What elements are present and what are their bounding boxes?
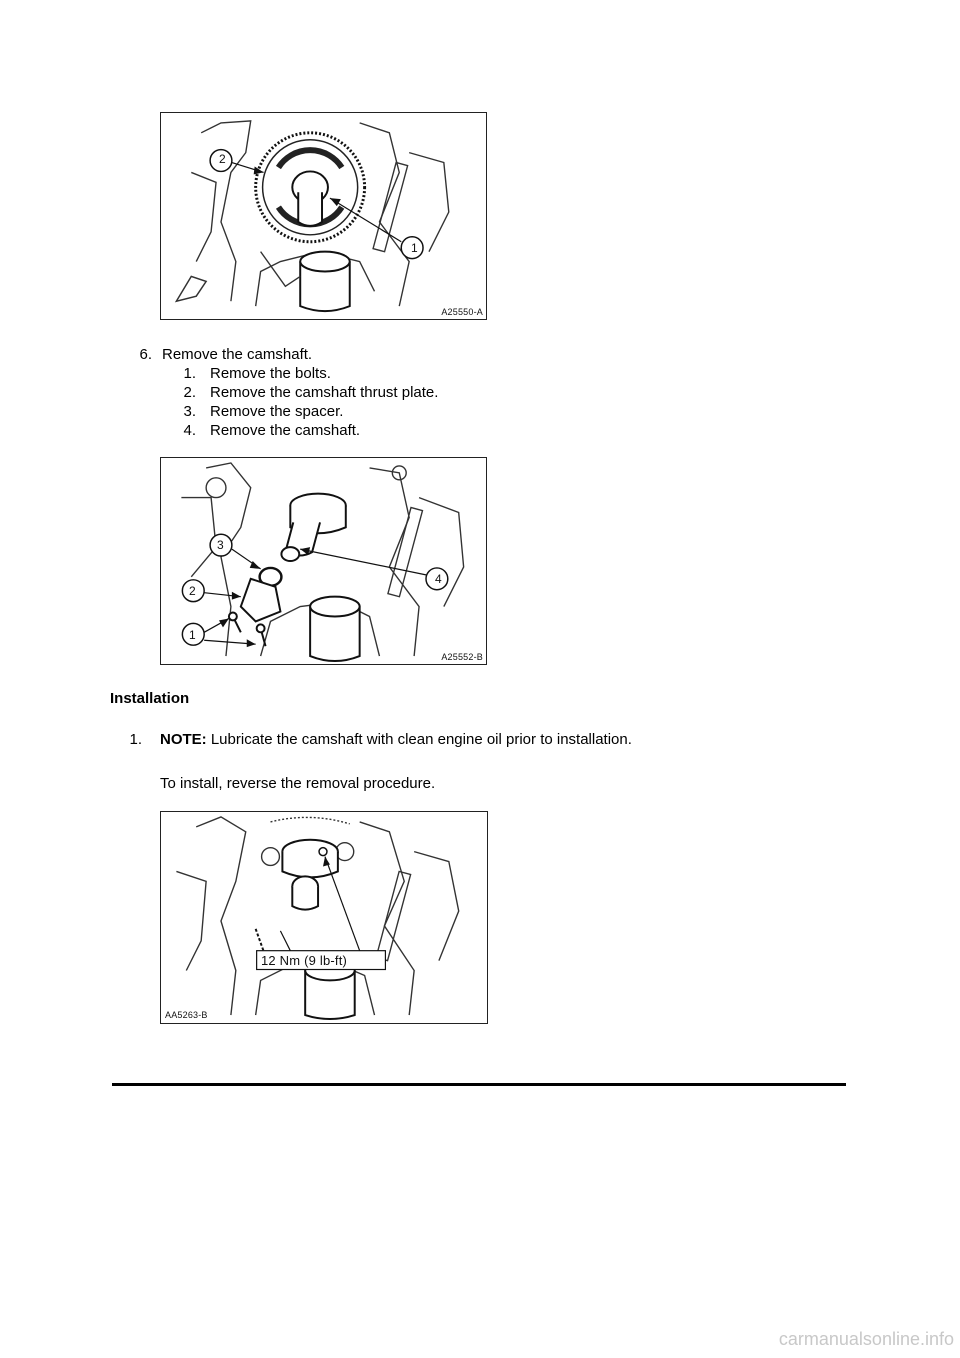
callout-1: 1 (411, 241, 418, 255)
note-label: NOTE: (160, 731, 207, 748)
camshaft-removal-illustration (161, 458, 486, 664)
step-text: To install, reverse the removal procedure. (160, 775, 436, 792)
step-text: Remove the camshaft. (162, 346, 313, 363)
substep-text: Remove the spacer. (210, 403, 344, 420)
camshaft-gear-illustration (161, 113, 486, 319)
torque-label: 12 Nm (9 lb-ft) (261, 953, 348, 968)
note-line (160, 731, 632, 749)
figure-id: AA5263-B (165, 1010, 208, 1020)
callout-4: 4 (435, 572, 442, 586)
callout-2: 2 (219, 152, 226, 166)
note-text: Lubricate the camshaft with clean engine oil prior to installation. (206, 731, 632, 748)
section-heading: Installation (110, 690, 190, 707)
section-divider (112, 1083, 846, 1086)
substep-number: 3. (183, 403, 196, 420)
step-number: 1. (129, 731, 142, 748)
figure-camshaft-removal (160, 457, 487, 665)
substep-number: 1. (183, 365, 196, 382)
callout-1: 1 (189, 628, 196, 642)
figure-id: A25552-B (441, 652, 483, 662)
substep-number: 4. (183, 422, 196, 439)
callout-3: 3 (217, 538, 224, 552)
figure-camshaft-gear (160, 112, 487, 320)
substep-text: Remove the bolts. (210, 365, 331, 382)
substep-text: Remove the camshaft thrust plate. (210, 384, 439, 401)
watermark-footer: carmanualsonline.info (778, 1329, 954, 1349)
figure-camshaft-torque (160, 811, 488, 1024)
figure-id: A25550-A (441, 307, 483, 317)
step-number: 6. (139, 346, 152, 363)
substep-text: Remove the camshaft. (210, 422, 361, 439)
camshaft-torque-illustration (161, 812, 487, 1023)
callout-2: 2 (189, 584, 196, 598)
substep-number: 2. (183, 384, 196, 401)
